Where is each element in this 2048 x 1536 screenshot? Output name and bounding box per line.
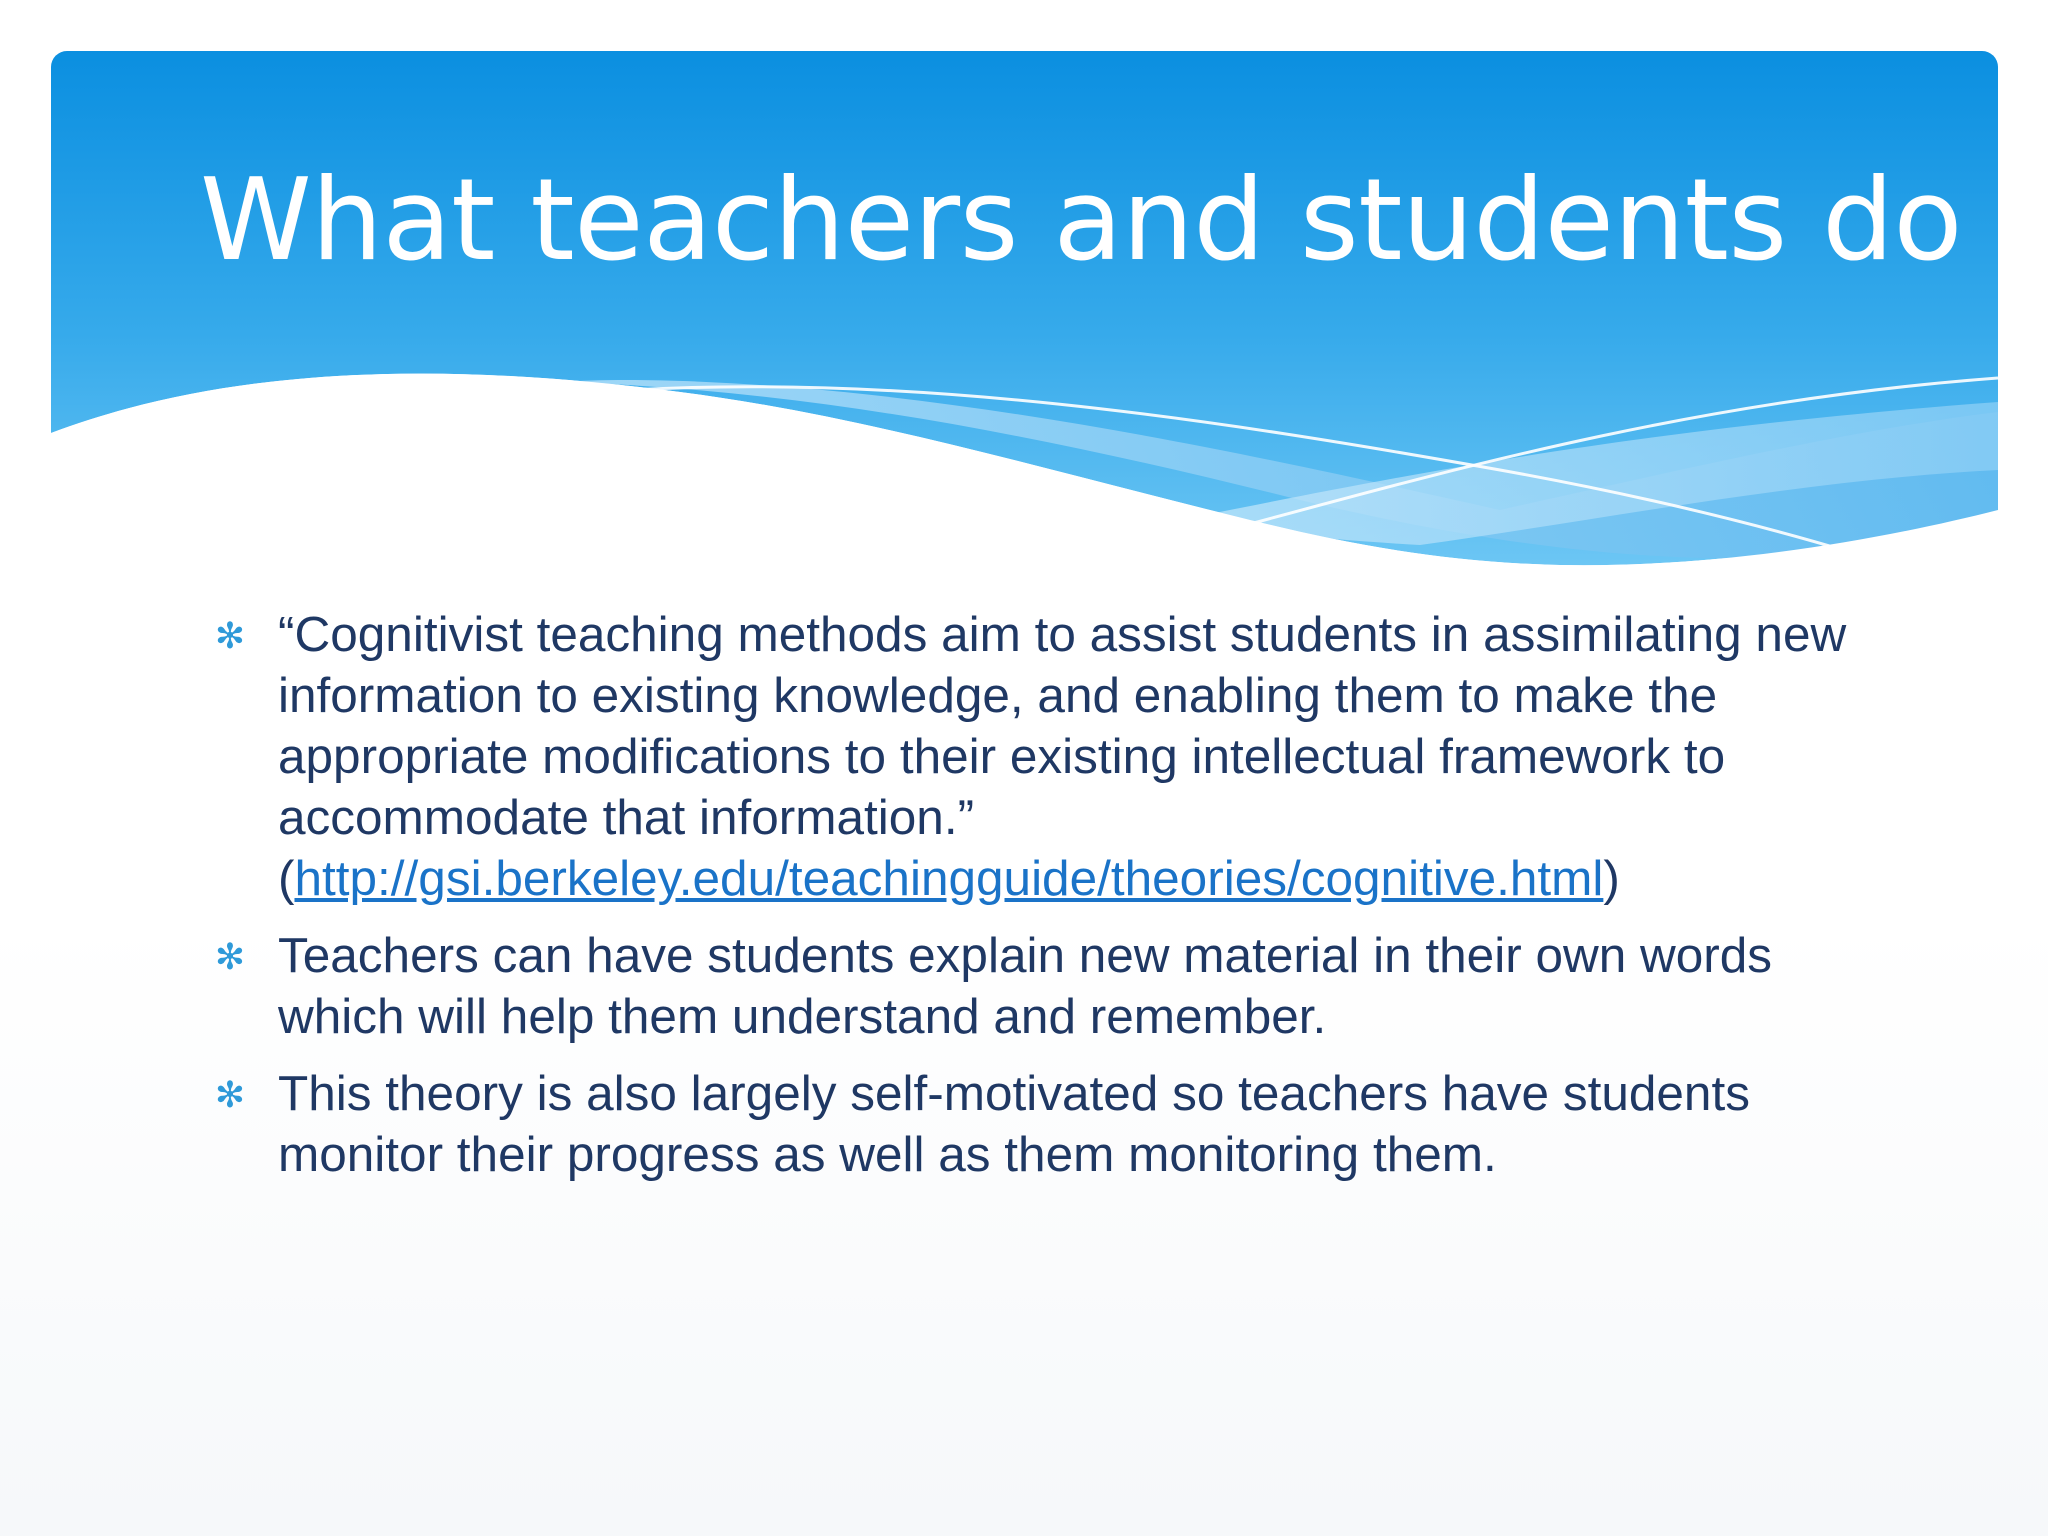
citation-open-paren: (	[278, 851, 295, 906]
bullet-text: Teachers can have students explain new material in their own words which will help them understand and remember.	[278, 928, 1773, 1044]
bullet-item-explain	[210, 925, 1860, 1047]
slide-title: What teachers and students do	[200, 154, 1963, 286]
bullet-text	[278, 604, 1860, 909]
bullet-item-quote	[210, 604, 1860, 909]
citation-link[interactable]: http://gsi.berkeley.edu/teachingguide/theories/cognitive.html	[294, 851, 1604, 906]
bullet-list	[210, 604, 1860, 1201]
bullet-text: This theory is also largely self-motivated so teachers have students monitor their progress as well as them monitoring them.	[278, 1066, 1750, 1182]
citation	[278, 851, 1620, 906]
asterisk-bullet-icon: ✻	[214, 616, 246, 657]
header-wave-graphic	[0, 0, 2048, 600]
bullet-item-self-motivated	[210, 1063, 1860, 1185]
citation-close-paren: )	[1603, 851, 1620, 906]
asterisk-bullet-icon: ✻	[214, 937, 246, 978]
quote-text: “Cognitivist teaching methods aim to assist students in assimilating new information to existing knowledge, and enabling them to make the appropriate modifications to their existing intellectual framework to accommodate that information.”	[278, 607, 1847, 845]
asterisk-bullet-icon: ✻	[214, 1075, 246, 1116]
